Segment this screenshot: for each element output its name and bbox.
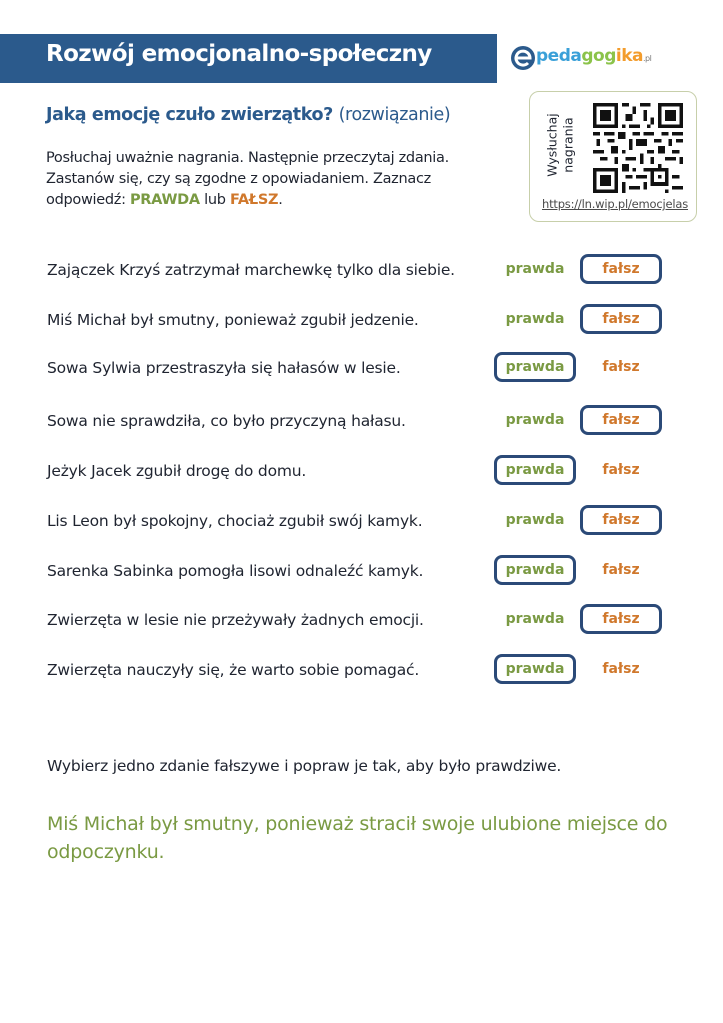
option-falsz[interactable]: fałsz: [602, 462, 640, 478]
statement-text: Lis Leon był spokojny, chociaż zgubił swój kamyk.: [47, 512, 423, 530]
option-prawda[interactable]: prawda: [494, 352, 576, 382]
logo-part-3: ika: [615, 46, 643, 66]
option-falsz[interactable]: fałsz: [580, 254, 662, 284]
statement-row: [0, 350, 723, 390]
statement-row: [0, 652, 723, 692]
option-falsz[interactable]: fałsz: [602, 661, 640, 677]
statement-text: Sowa Sylwia przestraszyła się hałasów w lesie.: [47, 359, 401, 377]
option-falsz[interactable]: fałsz: [580, 604, 662, 634]
worksheet-title: [46, 105, 450, 125]
option-prawda[interactable]: prawda: [494, 654, 576, 684]
option-falsz[interactable]: fałsz: [580, 405, 662, 435]
option-prawda[interactable]: prawda: [505, 261, 565, 277]
option-prawda[interactable]: prawda: [505, 611, 565, 627]
statement-text: Jeżyk Jacek zgubił drogę do domu.: [47, 462, 307, 480]
logo-suffix: .pl: [642, 54, 652, 63]
correction-task: Wybierz jedno zdanie fałszywe i popraw je tak, aby było prawdziwe.: [47, 757, 562, 775]
option-falsz[interactable]: fałsz: [580, 304, 662, 334]
statement-row: [0, 403, 723, 443]
recording-link[interactable]: https://ln.wip.pl/emocjelas: [541, 197, 689, 211]
option-prawda[interactable]: prawda: [505, 311, 565, 327]
instructions-or: lub: [199, 192, 230, 208]
statement-row: [0, 252, 723, 292]
qr-label-line2: nagrania: [560, 117, 576, 173]
correction-answer: Miś Michał był smutny, ponieważ stracił swoje ulubione miejsce do odpoczynku.: [47, 813, 668, 863]
statement-text: Sowa nie sprawdziła, co było przyczyną hałasu.: [47, 412, 406, 430]
option-falsz[interactable]: fałsz: [602, 359, 640, 375]
worksheet-title-paren: (rozwiązanie): [338, 105, 451, 125]
statement-row: [0, 553, 723, 593]
statement-text: Sarenka Sabinka pomogła lisowi odnaleźć kamyk.: [47, 562, 424, 580]
instructions: [46, 148, 486, 211]
instructions-word-false: FAŁSZ: [229, 192, 279, 208]
statement-row: [0, 302, 723, 342]
qr-label: [540, 100, 580, 190]
option-prawda[interactable]: prawda: [505, 412, 565, 428]
epedagogika-logo: [509, 44, 659, 74]
option-falsz[interactable]: fałsz: [580, 505, 662, 535]
page-title: Rozwój emocjonalno-społeczny: [46, 41, 432, 67]
logo-text: [536, 46, 651, 66]
statement-text: Zwierzęta nauczyły się, że warto sobie pomagać.: [47, 661, 420, 679]
option-prawda[interactable]: prawda: [505, 512, 565, 528]
worksheet-title-main: Jaką emocję czuło zwierzątko?: [46, 105, 333, 125]
statement-row: [0, 602, 723, 642]
instructions-end: .: [278, 192, 283, 208]
logo-e-icon: [509, 44, 537, 72]
qr-label-line1: Wysłuchaj: [544, 113, 560, 177]
option-falsz[interactable]: fałsz: [602, 562, 640, 578]
logo-part-2: gog: [581, 46, 616, 66]
statement-text: Zajączek Krzyś zatrzymał marchewkę tylko dla siebie.: [47, 261, 455, 279]
instructions-text: Posłuchaj uważnie nagrania. Następnie przeczytaj zdania. Zastanów się, czy są zgodne z opowiadaniem. Zaznacz odpowiedź:: [46, 150, 449, 208]
logo-part-1: peda: [536, 46, 582, 66]
instructions-word-true: PRAWDA: [129, 192, 200, 208]
option-prawda[interactable]: prawda: [494, 555, 576, 585]
qr-code-icon[interactable]: [593, 103, 683, 193]
statement-row: [0, 453, 723, 493]
option-prawda[interactable]: prawda: [494, 455, 576, 485]
statement-text: Miś Michał był smutny, ponieważ zgubił jedzenie.: [47, 311, 419, 329]
statement-text: Zwierzęta w lesie nie przeżywały żadnych emocji.: [47, 611, 424, 629]
statement-row: [0, 503, 723, 543]
